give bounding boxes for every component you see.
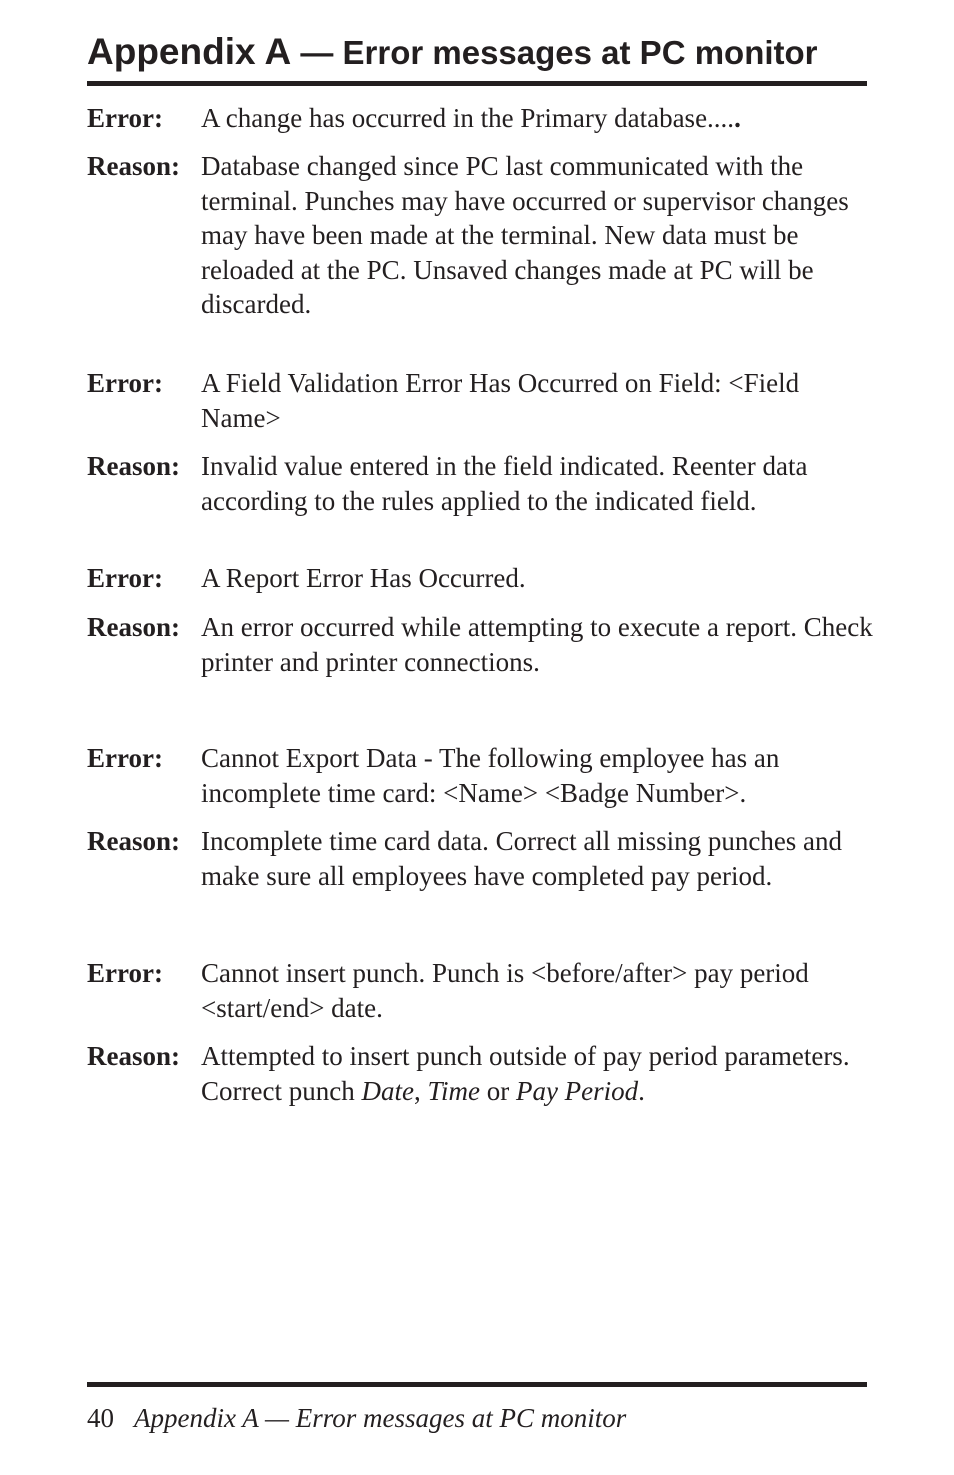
reason-text-2: Invalid value entered in the field indicated. Reenter data according to the rules applied to the indicated field. bbox=[201, 451, 808, 516]
error-label: Error: bbox=[87, 368, 163, 398]
reason-text-5: Attempted to insert punch outside of pay period parameters. Correct punch Date, Time or Pay Period. bbox=[201, 1041, 850, 1106]
reason-text-3: An error occurred while attempting to execute a report. Check printer and printer connections. bbox=[201, 612, 873, 677]
error-line-3 bbox=[87, 561, 877, 596]
error-text-5: Cannot insert punch. Punch is <before/after> pay period <start/end> date. bbox=[201, 958, 809, 1023]
error-text-4: Cannot Export Data - The following employee has an incomplete time card: <Name> <Badge Number>. bbox=[201, 743, 780, 808]
reason-text-4: Incomplete time card data. Correct all missing punches and make sure all employees have completed pay period. bbox=[201, 826, 843, 891]
pay-period-term: Pay Period bbox=[515, 1075, 639, 1106]
reason-line-3 bbox=[87, 610, 877, 679]
page-number: 40 bbox=[87, 1403, 114, 1433]
top-divider bbox=[87, 81, 867, 86]
date-term: Date bbox=[361, 1075, 414, 1106]
reason-label: Reason: bbox=[87, 1041, 180, 1071]
reason-label: Reason: bbox=[87, 826, 180, 856]
error-label: Error: bbox=[87, 563, 163, 593]
reason-label: Reason: bbox=[87, 612, 180, 642]
reason-text-1: Database changed since PC last communicated with the terminal. Punches may have occurred or supervisor changes may have been made at the terminal. New data must be reloaded at the PC. Unsaved changes made at PC will be discarded. bbox=[201, 151, 849, 319]
reason-line-2 bbox=[87, 449, 877, 518]
reason-label: Reason: bbox=[87, 451, 180, 481]
page-heading bbox=[87, 30, 867, 75]
reason-line-4 bbox=[87, 824, 877, 893]
error-line-4 bbox=[87, 741, 877, 810]
reason-label: Reason: bbox=[87, 151, 180, 181]
error-line-5 bbox=[87, 956, 877, 1025]
page-heading-main: Appendix A bbox=[87, 31, 292, 72]
error-label: Error: bbox=[87, 958, 163, 988]
time-term: Time bbox=[427, 1075, 480, 1106]
page-heading-rest: — Error messages at PC monitor bbox=[291, 34, 818, 71]
error-text-3: A Report Error Has Occurred. bbox=[201, 563, 526, 593]
reason-line-1 bbox=[87, 149, 877, 322]
error-line-1 bbox=[87, 101, 877, 136]
error-text-2: A Field Validation Error Has Occurred on Field: <Field Name> bbox=[201, 368, 800, 433]
bottom-divider bbox=[87, 1382, 867, 1387]
error-label: Error: bbox=[87, 743, 163, 773]
error-text-1: A change has occurred in the Primary database..... bbox=[201, 103, 741, 133]
page-footer bbox=[87, 1401, 626, 1435]
error-label: Error: bbox=[87, 103, 163, 133]
error-line-2 bbox=[87, 366, 877, 435]
footer-title: Appendix A — Error messages at PC monitor bbox=[134, 1403, 627, 1433]
reason-line-5 bbox=[87, 1039, 877, 1108]
